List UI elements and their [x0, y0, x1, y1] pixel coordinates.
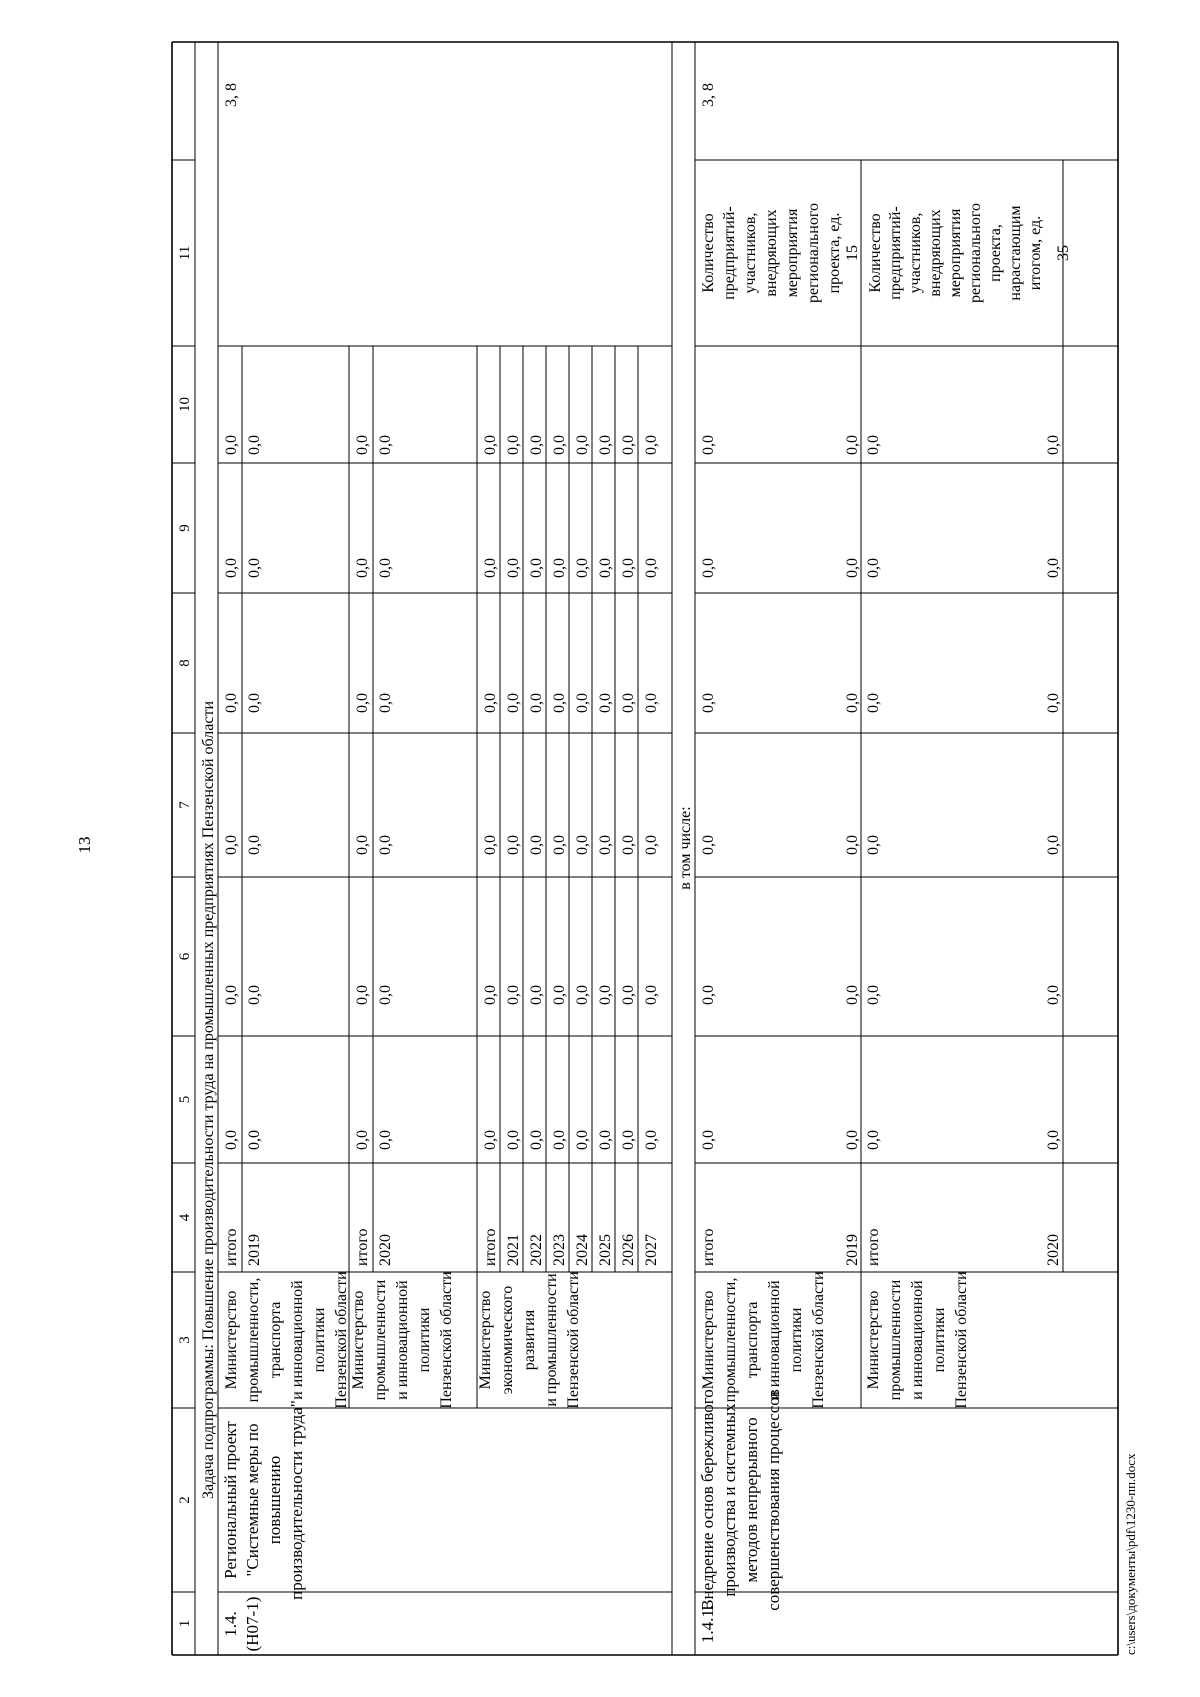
col11-value: 3, 8: [700, 83, 717, 107]
value-cell: 0,0: [643, 558, 660, 578]
indicator-line: внедряющих: [763, 209, 780, 297]
value-cell: 0,0: [482, 1130, 499, 1150]
indicator-line: мероприятия: [784, 208, 801, 298]
value-cell: 0,0: [354, 985, 371, 1005]
value-cell: 0,0: [246, 435, 263, 455]
value-cell: 0,0: [844, 1130, 861, 1150]
indicator-line: регионального: [805, 202, 822, 304]
value-cell: 0,0: [844, 985, 861, 1005]
value-cell: 0,0: [865, 835, 882, 855]
executor-line: развития: [521, 1309, 538, 1371]
value-cell: 0,0: [223, 985, 240, 1005]
year-cell: итого: [700, 1228, 717, 1266]
executor-line: Пензенской области: [565, 1271, 582, 1409]
value-cell: 0,0: [643, 835, 660, 855]
value-cell: 0,0: [223, 435, 240, 455]
executor-line: транспорта: [744, 1301, 761, 1379]
value-cell: 0,0: [505, 693, 522, 713]
row-name-line: методов непрерывного: [742, 1417, 761, 1583]
year-cell: итого: [223, 1228, 240, 1266]
value-cell: 0,0: [354, 835, 371, 855]
indicator-line: внедряющих: [927, 209, 944, 297]
executor-line: промышленности,: [245, 1277, 262, 1403]
value-cell: 0,0: [643, 1130, 660, 1150]
value-cell: 0,0: [574, 985, 591, 1005]
value-cell: 0,0: [551, 558, 568, 578]
executor-line: и инновационной: [766, 1280, 783, 1400]
executor-line: Пензенской области: [438, 1271, 455, 1409]
executor-line: и промышленности: [543, 1273, 560, 1407]
year-cell: итого: [865, 1228, 882, 1266]
value-cell: 0,0: [482, 985, 499, 1005]
value-cell: 0,0: [377, 835, 394, 855]
value-cell: 0,0: [551, 835, 568, 855]
column-number: 5: [177, 1095, 193, 1104]
value-cell: 0,0: [246, 835, 263, 855]
value-cell: 0,0: [505, 1130, 522, 1150]
value-cell: 0,0: [528, 835, 545, 855]
value-cell: 0,0: [246, 558, 263, 578]
value-cell: 0,0: [377, 435, 394, 455]
value-cell: 0,0: [700, 985, 717, 1005]
value-cell: 0,0: [865, 1130, 882, 1150]
value-cell: 0,0: [597, 435, 614, 455]
row-name-line: производительности труда": [287, 1400, 306, 1600]
value-cell: 0,0: [643, 985, 660, 1005]
value-cell: 0,0: [223, 693, 240, 713]
value-cell: 0,0: [505, 558, 522, 578]
executor-line: транспорта: [267, 1301, 284, 1379]
executor-line: и инновационной: [394, 1280, 411, 1400]
year-cell: 2021: [505, 1234, 522, 1266]
column-number: 3: [177, 1336, 193, 1344]
executor-line: промышленности: [372, 1279, 389, 1401]
page-number: 13: [75, 836, 94, 854]
value-cell: 0,0: [1045, 985, 1062, 1005]
value-cell: 0,0: [246, 985, 263, 1005]
value-cell: 0,0: [597, 693, 614, 713]
value-cell: 0,0: [700, 558, 717, 578]
value-cell: 0,0: [700, 835, 717, 855]
value-cell: 0,0: [354, 558, 371, 578]
value-cell: 0,0: [844, 835, 861, 855]
year-cell: 2025: [597, 1234, 614, 1266]
value-cell: 0,0: [482, 693, 499, 713]
indicator-line: проекта, ед.: [826, 212, 843, 294]
column-number: 4: [177, 1213, 193, 1222]
value-cell: 0,0: [551, 693, 568, 713]
value-cell: 0,0: [482, 435, 499, 455]
indicator-value: 15: [844, 245, 861, 261]
value-cell: 0,0: [574, 1130, 591, 1150]
executor-line: политики: [788, 1307, 805, 1373]
indicator-line: Количество: [700, 213, 717, 293]
year-cell: 2019: [844, 1234, 861, 1266]
value-cell: 0,0: [620, 558, 637, 578]
row-name-line: Внедрение основ бережливого: [698, 1389, 717, 1611]
value-cell: 0,0: [597, 1130, 614, 1150]
indicator-line: регионального: [967, 202, 984, 304]
executor-line: Министерство: [700, 1290, 717, 1390]
indicator-line: проекта,: [987, 224, 1004, 282]
row-number: 1.4.: [221, 1611, 240, 1637]
value-cell: 0,0: [354, 693, 371, 713]
subtotal-label: в том числе:: [677, 806, 694, 890]
value-cell: 0,0: [844, 693, 861, 713]
value-cell: 0,0: [844, 558, 861, 578]
executor-line: экономического: [499, 1285, 516, 1395]
value-cell: 0,0: [377, 1130, 394, 1150]
value-cell: 0,0: [643, 435, 660, 455]
indicator-line: нарастающим: [1007, 205, 1024, 301]
value-cell: 0,0: [643, 693, 660, 713]
row-name-line: производства и системных: [720, 1403, 739, 1597]
indicator-value: 35: [1055, 245, 1072, 261]
value-cell: 0,0: [528, 1130, 545, 1150]
footer-file-path: c:\users\документы\pdf\1230-пп.docx: [1123, 1453, 1138, 1655]
value-cell: 0,0: [574, 835, 591, 855]
indicator-line: предприятий-: [721, 206, 738, 300]
column-number: 10: [177, 397, 193, 412]
value-cell: 0,0: [246, 1130, 263, 1150]
row-name-line: Региональный проект: [221, 1421, 240, 1579]
value-cell: 0,0: [528, 985, 545, 1005]
column-number: 2: [177, 1496, 193, 1504]
executor-line: политики: [931, 1307, 948, 1373]
value-cell: 0,0: [551, 985, 568, 1005]
executor-line: и инновационной: [289, 1280, 306, 1400]
value-cell: 0,0: [865, 558, 882, 578]
col11-value: 3, 8: [223, 83, 240, 107]
executor-line: политики: [416, 1307, 433, 1373]
value-cell: 0,0: [1045, 1130, 1062, 1150]
value-cell: 0,0: [223, 558, 240, 578]
column-number: 7: [177, 801, 193, 809]
value-cell: 0,0: [482, 835, 499, 855]
value-cell: 0,0: [551, 435, 568, 455]
year-cell: итого: [482, 1228, 499, 1266]
value-cell: 0,0: [620, 835, 637, 855]
executor-line: промышленности,: [722, 1277, 739, 1403]
value-cell: 0,0: [1045, 558, 1062, 578]
indicator-line: Количество: [867, 213, 884, 293]
value-cell: 0,0: [246, 693, 263, 713]
value-cell: 0,0: [1045, 693, 1062, 713]
executor-line: и инновационной: [909, 1280, 926, 1400]
table-cells: [177, 83, 1072, 1651]
executor-line: Министерство: [350, 1290, 367, 1390]
value-cell: 0,0: [551, 1130, 568, 1150]
year-cell: 2020: [1045, 1234, 1062, 1266]
value-cell: 0,0: [505, 985, 522, 1005]
value-cell: 0,0: [1045, 435, 1062, 455]
column-number: 9: [177, 524, 193, 532]
value-cell: 0,0: [377, 693, 394, 713]
row-code: (Н07-1): [243, 1596, 262, 1652]
value-cell: 0,0: [354, 1130, 371, 1150]
value-cell: 0,0: [620, 693, 637, 713]
value-cell: 0,0: [528, 693, 545, 713]
value-cell: 0,0: [597, 985, 614, 1005]
value-cell: 0,0: [700, 693, 717, 713]
value-cell: 0,0: [700, 1130, 717, 1150]
value-cell: 0,0: [865, 693, 882, 713]
value-cell: 0,0: [700, 435, 717, 455]
year-cell: 2024: [574, 1234, 591, 1266]
year-cell: итого: [354, 1228, 371, 1266]
value-cell: 0,0: [528, 435, 545, 455]
row-name-line: "Системные меры по: [243, 1423, 262, 1577]
executor-line: Министерство: [865, 1290, 882, 1390]
value-cell: 0,0: [223, 835, 240, 855]
column-number: 1: [177, 1619, 193, 1628]
year-cell: 2023: [551, 1234, 568, 1266]
value-cell: 0,0: [865, 435, 882, 455]
column-number: 11: [177, 245, 193, 261]
value-cell: 0,0: [223, 1130, 240, 1150]
value-cell: 0,0: [574, 435, 591, 455]
year-cell: 2026: [620, 1234, 637, 1266]
indicator-line: участников,: [742, 212, 759, 294]
column-number: 8: [177, 659, 193, 667]
value-cell: 0,0: [505, 435, 522, 455]
indicator-line: мероприятия: [947, 208, 964, 298]
value-cell: 0,0: [620, 1130, 637, 1150]
year-cell: 2020: [377, 1234, 394, 1266]
value-cell: 0,0: [377, 558, 394, 578]
indicator-line: предприятий-: [887, 206, 904, 300]
row-number: 1.4.1.: [698, 1604, 717, 1644]
value-cell: 0,0: [482, 558, 499, 578]
executor-line: промышленности: [887, 1279, 904, 1401]
executor-line: Министерство: [223, 1290, 240, 1390]
value-cell: 0,0: [620, 435, 637, 455]
value-cell: 0,0: [865, 985, 882, 1005]
executor-line: Пензенской области: [953, 1271, 970, 1409]
value-cell: 0,0: [620, 985, 637, 1005]
executor-line: Пензенской области: [333, 1271, 350, 1409]
executor-line: политики: [311, 1307, 328, 1373]
value-cell: 0,0: [505, 835, 522, 855]
year-cell: 2027: [643, 1234, 660, 1266]
executor-line: Пензенской области: [810, 1271, 827, 1409]
row-name-line: совершенствования процессов: [764, 1389, 783, 1611]
value-cell: 0,0: [574, 558, 591, 578]
executor-line: Министерство: [477, 1290, 494, 1390]
task-title: Задача подпрограммы: Повышение производительности труда на промышленных предприятиях Пензенской области: [200, 700, 217, 1500]
value-cell: 0,0: [597, 558, 614, 578]
year-cell: 2019: [246, 1234, 263, 1266]
value-cell: 0,0: [354, 435, 371, 455]
indicator-line: участников,: [907, 212, 924, 294]
value-cell: 0,0: [574, 693, 591, 713]
value-cell: 0,0: [844, 435, 861, 455]
row-name-line: повышению: [265, 1455, 284, 1545]
indicator-line: итогом, ед.: [1027, 215, 1044, 291]
value-cell: 0,0: [528, 558, 545, 578]
value-cell: 0,0: [1045, 835, 1062, 855]
value-cell: 0,0: [597, 835, 614, 855]
column-number: 6: [177, 952, 193, 961]
value-cell: 0,0: [377, 985, 394, 1005]
year-cell: 2022: [528, 1234, 545, 1266]
